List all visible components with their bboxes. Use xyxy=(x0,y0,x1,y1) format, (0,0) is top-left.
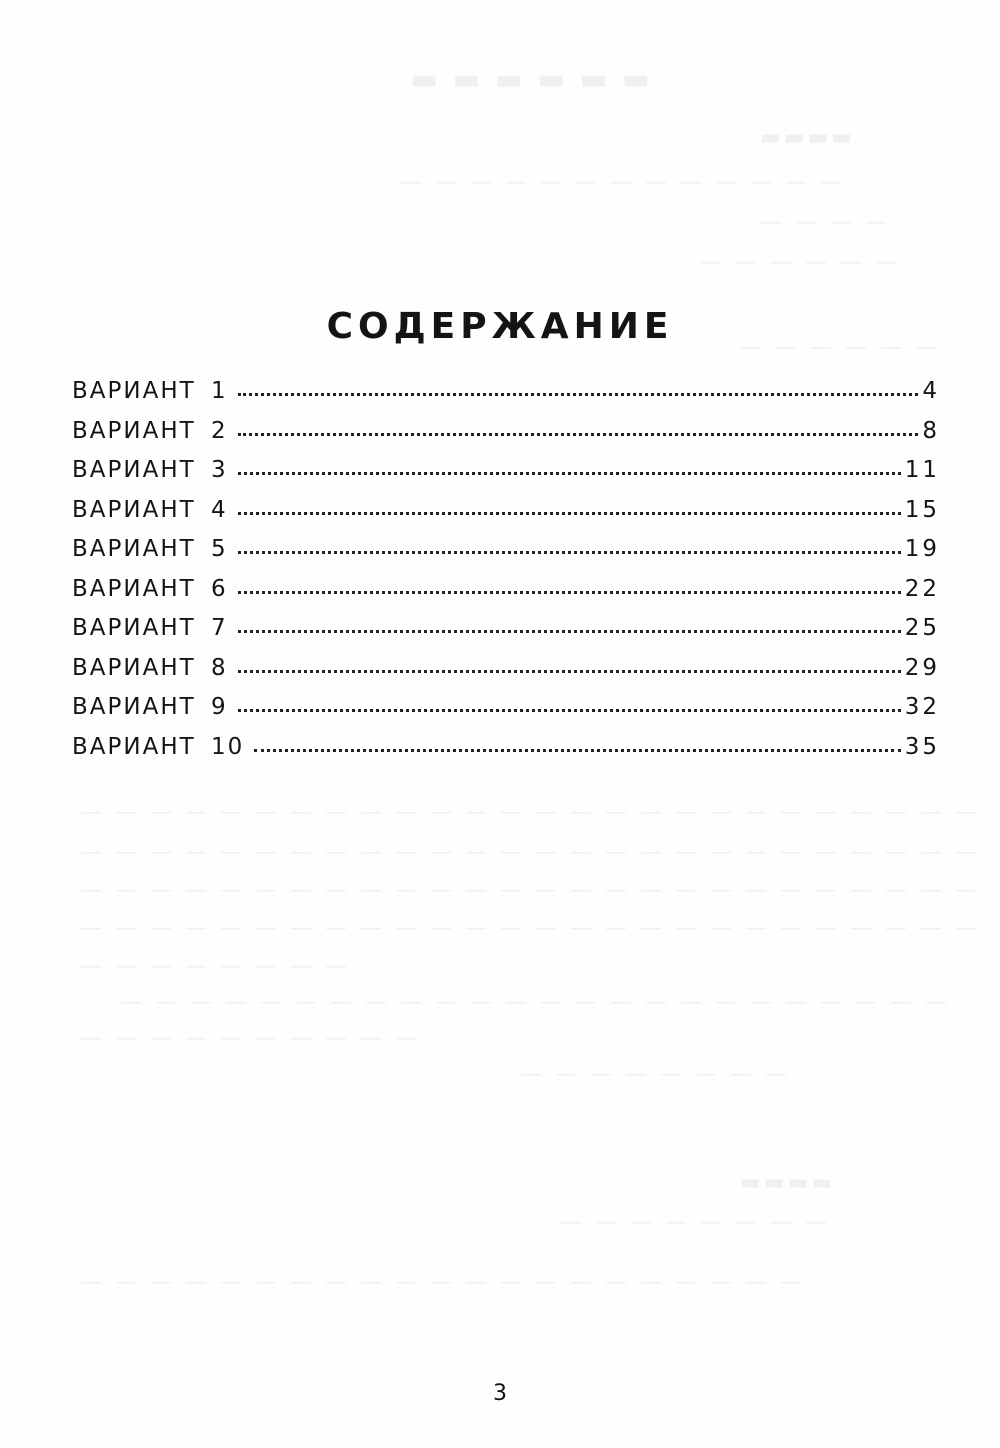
bleed-through-decoration: — — — — — — xyxy=(740,335,940,360)
bleed-through-decoration: — — — — — — — — — — — — — — — — — — — — — — — — — — xyxy=(80,840,980,865)
page-number: 3 xyxy=(493,1381,507,1406)
toc-entry-label: ВАРИАНТ 10 xyxy=(72,733,245,760)
toc-entry-label: ВАРИАНТ 9 xyxy=(72,694,228,720)
bleed-through-decoration: — — — — — — — — xyxy=(520,1062,790,1087)
dot-leader xyxy=(238,547,901,554)
toc-entry-page: 25 xyxy=(904,615,940,641)
toc-entry-label: ВАРИАНТ 2 xyxy=(72,417,228,444)
toc-entry-label: ВАРИАНТ 8 xyxy=(72,654,228,681)
bleed-through-decoration: — — — — — — — — — — — — — — — — — — — — — — — — xyxy=(120,990,950,1015)
toc-entry-page: 29 xyxy=(904,654,940,681)
toc-entry[interactable] xyxy=(72,615,940,655)
toc-entry-page: 35 xyxy=(904,733,940,760)
toc-entry-page: 4 xyxy=(922,378,940,404)
dot-leader xyxy=(238,587,901,594)
toc-entry[interactable] xyxy=(72,576,940,616)
dot-leader xyxy=(238,389,919,396)
dot-leader xyxy=(238,508,901,515)
toc-entry[interactable] xyxy=(72,497,940,537)
toc-entry[interactable] xyxy=(72,655,940,695)
dot-leader xyxy=(238,666,901,673)
dot-leader xyxy=(238,626,901,633)
toc-entry-label: ВАРИАНТ 5 xyxy=(72,536,228,562)
toc-entry-label: ВАРИАНТ 4 xyxy=(72,496,228,523)
table-of-contents xyxy=(72,378,940,773)
toc-entry-label: ВАРИАНТ 3 xyxy=(72,457,228,483)
toc-entry[interactable] xyxy=(72,536,940,576)
page-title: СОДЕРЖАНИЕ xyxy=(326,306,674,348)
toc-entry-label: ВАРИАНТ 7 xyxy=(72,615,228,641)
dot-leader xyxy=(238,429,919,436)
toc-entry-page: 8 xyxy=(922,417,940,444)
toc-entry[interactable] xyxy=(72,457,940,497)
dot-leader xyxy=(238,705,901,712)
bleed-through-decoration: — — — — xyxy=(760,210,890,235)
toc-entry-page: 15 xyxy=(904,496,940,523)
toc-entry-label: ВАРИАНТ 1 xyxy=(72,378,228,404)
bleed-through-decoration: — — — — — — — — — — — — — — — — — — — — — — — — — — xyxy=(80,878,980,903)
bleed-through-decoration: — — — — — — — — — — — — — xyxy=(400,170,845,195)
toc-entry[interactable] xyxy=(72,418,940,458)
bleed-through-decoration: — — — — — — — — — — — — — — — — — — — — — — — — — — xyxy=(80,800,980,825)
bleed-through-decoration: — — — — — — — — xyxy=(80,954,350,979)
bleed-through-decoration: — — — — — — — — — — xyxy=(80,1026,420,1051)
toc-entry-page: 19 xyxy=(904,536,940,562)
dot-leader xyxy=(238,468,901,475)
toc-entry[interactable] xyxy=(72,734,940,774)
dot-leader xyxy=(254,745,900,752)
bleed-through-decoration: — — — — — — — — — — — — — — — — — — — — — xyxy=(80,1270,805,1295)
toc-entry[interactable] xyxy=(72,694,940,734)
bleed-through-decoration: — — — — — — xyxy=(700,250,900,275)
bleed-through-decoration: — — — — — — — — xyxy=(560,1210,830,1235)
bleed-through-decoration: ▬▬▬▬▬▬ xyxy=(410,62,665,97)
toc-entry-page: 32 xyxy=(904,694,940,720)
bleed-through-decoration: ▬▬▬▬ xyxy=(740,1170,836,1195)
toc-entry[interactable] xyxy=(72,378,940,418)
bleed-through-decoration: — — — — — — — — — — — — — — — — — — — — — — — — — — xyxy=(80,916,980,941)
bleed-through-decoration: ▬▬▬▬ xyxy=(760,125,856,150)
toc-entry-page: 11 xyxy=(904,457,940,483)
toc-entry-page: 22 xyxy=(904,575,940,602)
toc-entry-label: ВАРИАНТ 6 xyxy=(72,575,228,602)
